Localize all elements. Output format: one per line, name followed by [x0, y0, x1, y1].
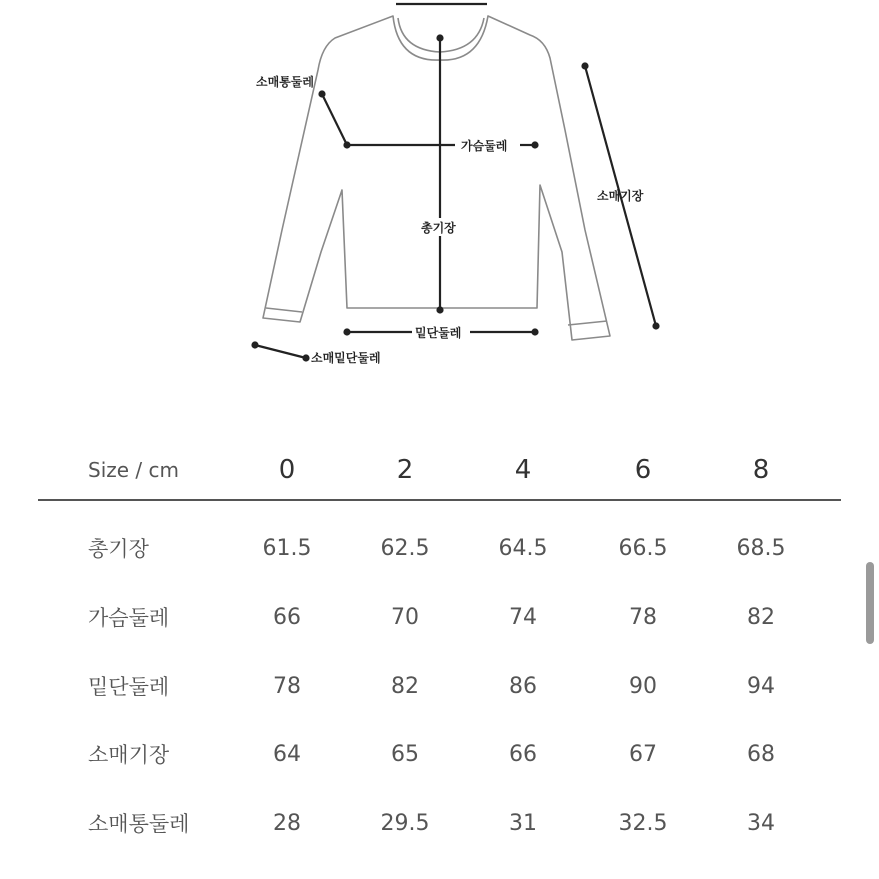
- table-cell: 65: [391, 742, 419, 767]
- table-cell: 74: [509, 605, 537, 630]
- row-label: 밑단둘레: [88, 675, 170, 699]
- table-cell: 67: [629, 742, 657, 767]
- table-cell: 66: [273, 605, 301, 630]
- table-row: [0, 804, 879, 844]
- table-cell: 62.5: [380, 536, 430, 561]
- table-cell: 68: [747, 742, 775, 767]
- table-cell: 32.5: [618, 811, 668, 836]
- table-cell: 66.5: [618, 536, 668, 561]
- table-row: [0, 598, 879, 638]
- table-header-row: [0, 450, 879, 490]
- table-cell: 64: [273, 742, 301, 767]
- label-hem: 밑단둘레: [415, 326, 462, 340]
- label-total-length: 총기장: [421, 221, 456, 235]
- table-cell: 90: [629, 674, 657, 699]
- scrollbar-thumb[interactable]: [866, 562, 874, 644]
- table-row: [0, 735, 879, 775]
- table-cell: 78: [629, 605, 657, 630]
- table-cell: 66: [509, 742, 537, 767]
- size-header: 8: [752, 455, 770, 485]
- size-header: 0: [278, 455, 296, 485]
- table-cell: 61.5: [262, 536, 312, 561]
- table-cell: 34: [747, 811, 775, 836]
- table-cell: 86: [509, 674, 537, 699]
- table-cell: 68.5: [736, 536, 786, 561]
- size-header: 6: [634, 455, 652, 485]
- size-header: 4: [514, 455, 532, 485]
- sleeve-hem-line: [255, 345, 306, 358]
- label-sleeve-circumference: 소매통둘레: [256, 75, 314, 89]
- label-sleeve-hem: 소매밑단둘레: [311, 351, 381, 365]
- table-cell: 70: [391, 605, 419, 630]
- table-cell: 31: [509, 811, 537, 836]
- shirt-outline: [263, 16, 610, 340]
- table-cell: 78: [273, 674, 301, 699]
- table-cell: 94: [747, 674, 775, 699]
- table-cell: 28: [273, 811, 301, 836]
- size-header: 2: [396, 455, 414, 485]
- sleeve-circ-line: [322, 94, 347, 145]
- table-cell: 64.5: [498, 536, 548, 561]
- table-cell: 29.5: [380, 811, 430, 836]
- table-cell: 82: [391, 674, 419, 699]
- row-label: 소매통둘레: [88, 812, 190, 836]
- label-sleeve-length: 소매기장: [597, 189, 644, 203]
- garment-diagram: [0, 0, 879, 400]
- table-row: [0, 667, 879, 707]
- row-label: 가슴둘레: [88, 606, 170, 630]
- row-label: 총기장: [88, 537, 149, 561]
- table-divider: [38, 499, 841, 501]
- size-unit-label: Size / cm: [88, 458, 179, 482]
- table-cell: 82: [747, 605, 775, 630]
- label-chest: 가슴둘레: [461, 139, 508, 153]
- row-label: 소매기장: [88, 743, 170, 767]
- table-row: [0, 529, 879, 569]
